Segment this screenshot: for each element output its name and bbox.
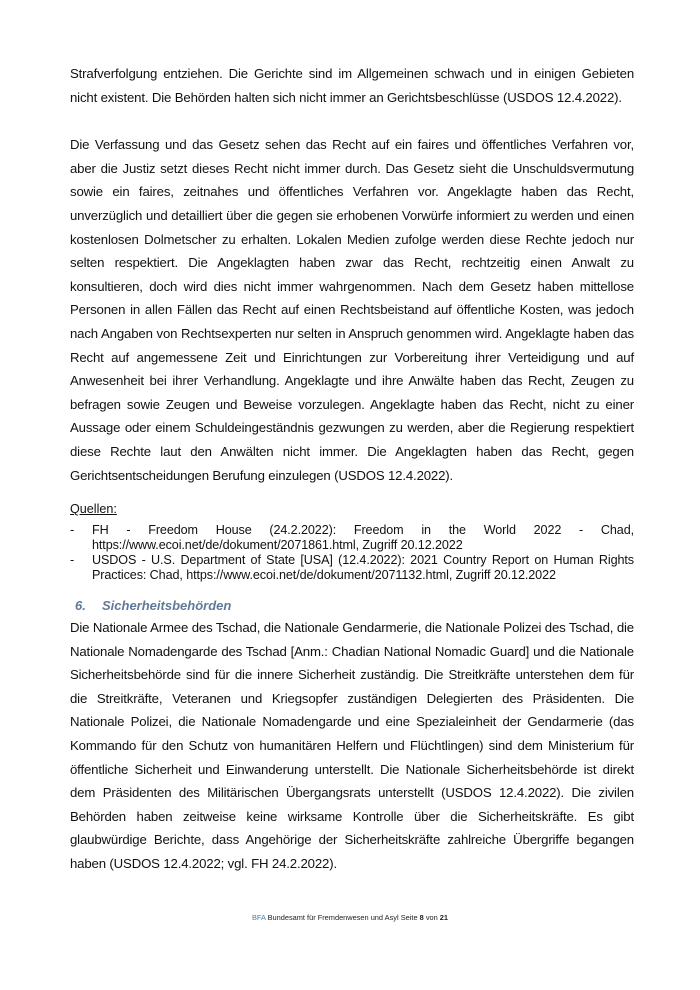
footer-page-current: 8 [419,913,424,922]
list-bullet: - [70,553,75,568]
paragraph-security-forces: Die Nationale Armee des Tschad, die Nationale Gendarmerie, die Nationale Polizei des Tschad, die Nationale Nomadengarde des Tschad [Anm.: Chadian National Nomadic Guard] und die Nationale Sicherheitsbehörde sind für die innere Sicherheit zuständig. Die Streitkräfte unterstehen dem für die Streitkräfte, Veteranen und Kriegsopfer zuständigen Delegierten des Präsidenten. Die Nationale Polizei, die Nationale Nomadengarde und eine Spezialeinheit der Gendarmerie (das Kommando für den Schutz von humanitären Helfern und Flüchtlingen) sind dem Ministerium für öffentliche Sicherheit und Einwanderung unterstellt. Die Nationale Sicherheitsbehörde ist direkt dem Präsidenten des Militärischen Übergangsrats unterstellt (USDOS 12.4.2022). Die zivilen Behörden haben zeitweise keine wirksame Kontrolle über die Sicherheitskräfte. Es gibt glaubwürdige Berichte, dass Angehörige der Sicherheitskräfte zahlreiche Übergriffe begangen haben (USDOS 12.4.2022; vgl. FH 24.2.2022). [70,620,634,872]
paragraph-judiciary-intro: Strafverfolgung entziehen. Die Gerichte sind im Allgemeinen schwach und in einigen Gebieten nicht existent. Die Behörden halten sich nicht immer an Gerichtsbeschlüsse (USDOS 12.4.2022). [70,66,634,105]
footer-page-total: 21 [439,913,449,922]
page-content [70,62,634,876]
page-footer [0,913,700,922]
paragraph-spacer [70,109,634,133]
source-item [70,523,634,553]
footer-page-label: Seite [400,913,418,922]
sources-list [70,523,634,583]
source-text: FH - Freedom House (24.2.2022): Freedom in the World 2022 - Chad, https://www.ecoi.net/de/dokument/2071861.html, Zugriff 20.12.2022 [92,523,634,553]
footer-page-of-label: von [425,913,438,922]
source-item [70,553,634,583]
source-text: USDOS - U.S. Department of State [USA] (12.4.2022): 2021 Country Report on Human Rights Practices: Chad, https://www.ecoi.net/de/dokument/2071132.html, Zugriff 20.12.2022 [92,553,634,583]
footer-brand-logo: BFA [251,913,266,922]
section-title: Sicherheitsbehörden [102,598,232,614]
section-heading [75,596,634,616]
footer-organization: Bundesamt für Fremdenwesen und Asyl [267,913,399,922]
sources-heading: Quellen: [70,502,117,517]
section-number: 6. [75,598,86,614]
list-bullet: - [70,523,75,538]
paragraph-fair-trial: Die Verfassung und das Gesetz sehen das Recht auf ein faires und öffentliches Verfahren vor, aber die Justiz setzt dieses Recht nicht immer durch. Das Gesetz sieht die Unschuldsvermutung sowie ein faires, zeitnahes und öffentliches Verfahren vor. Angeklagte haben das Recht, unverzüglich und detailliert über die gegen sie erhobenen Vorwürfe informiert zu werden und einen kostenlosen Dolmetscher zu erhalten. Lokalen Medien zufolge werden diese Rechte jedoch nur selten respektiert. Die Angeklagten haben zwar das Recht, rechtzeitig einen Anwalt zu konsultieren, doch wird dies nicht immer wahrgenommen. Nach dem Gesetz haben mittellose Personen in allen Fällen das Recht auf einen Rechtsbeistand auf öffentliche Kosten, was jedoch nach Angaben von Rechtsexperten nur selten in Anspruch genommen wird. Angeklagte haben das Recht auf angemessene Zeit und Einrichtungen zur Vorbereitung ihrer Verteidigung und auf Anwesenheit bei ihrer Verhandlung. Angeklagte und ihre Anwälte haben das Recht, Zeugen zu befragen sowie Zeugen und Beweise vorzulegen. Angeklagte haben das Recht, nicht zu einer Aussage oder einem Schuldeingeständnis gezwungen zu werden, aber die Regierung respektiert diese Rechte laut den Anwälten nicht immer. Die Angeklagten haben das Recht, gegen Gerichtsentscheidungen Berufung einzulegen (USDOS 12.4.2022). [70,137,634,483]
